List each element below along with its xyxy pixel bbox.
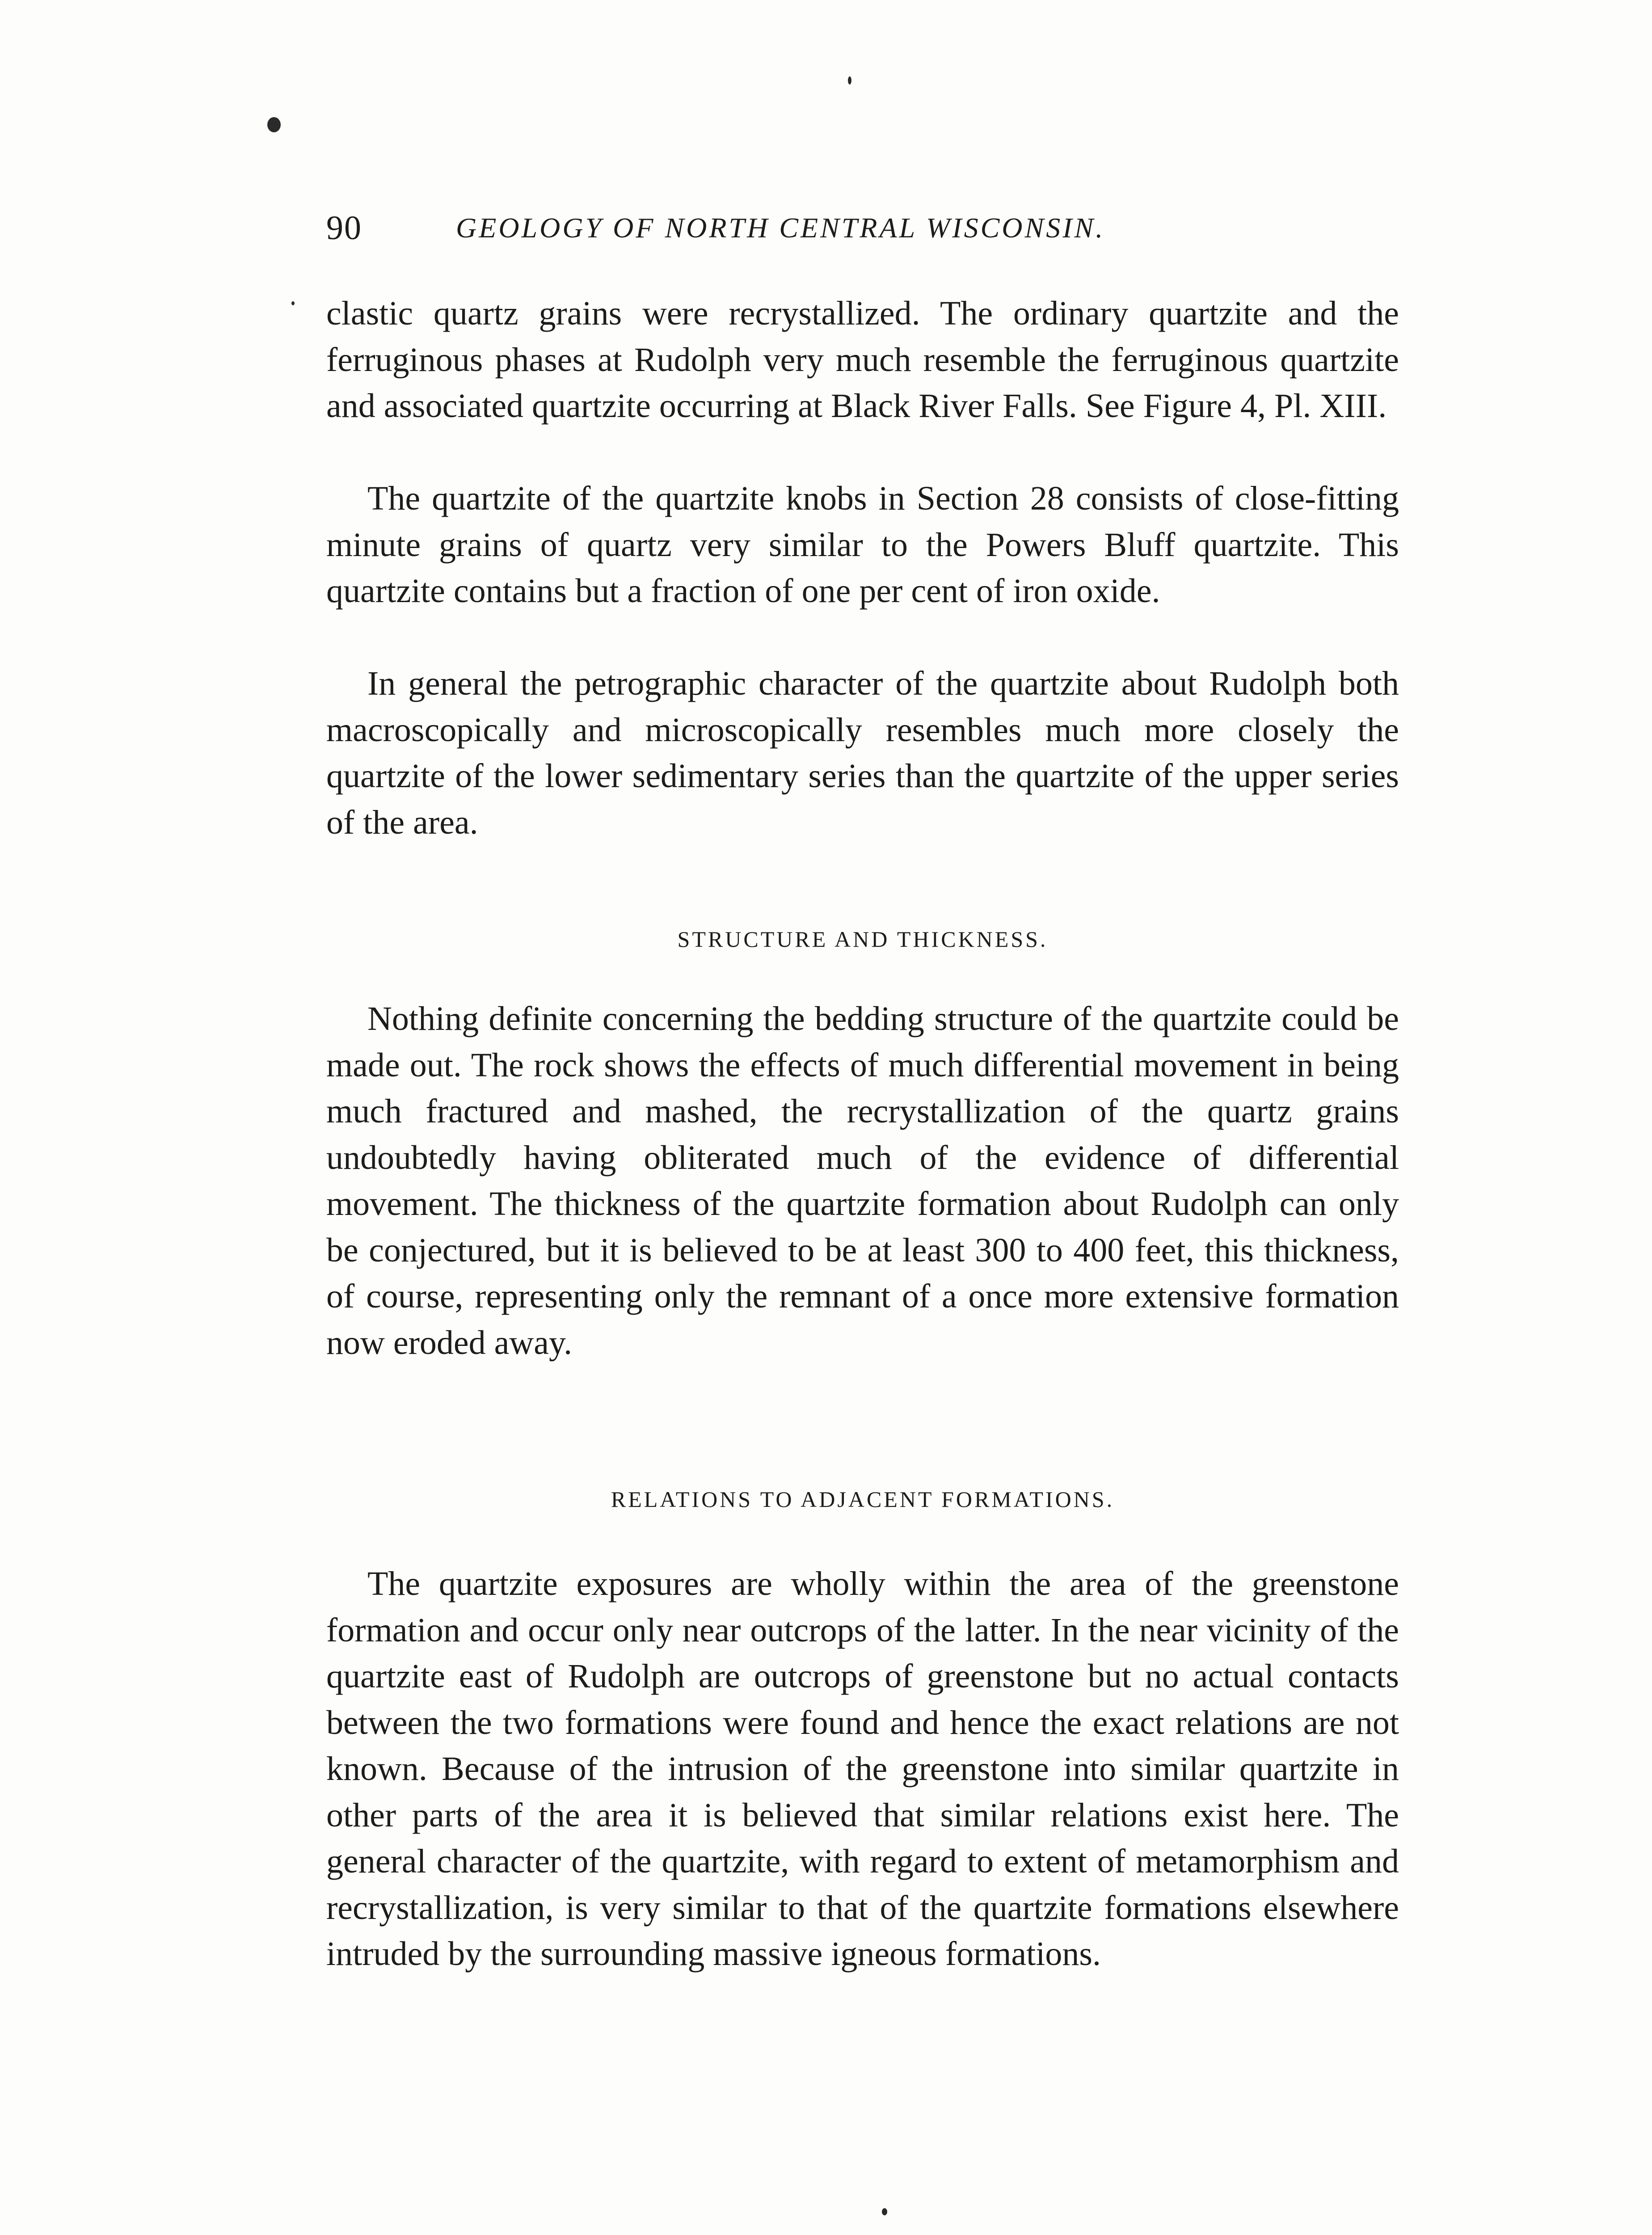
ink-speck — [848, 76, 851, 84]
continued-paragraph-block — [326, 291, 1399, 430]
structure-paragraph-block — [326, 996, 1399, 1366]
running-title: GEOLOGY OF NORTH CENTRAL WISCONSIN. — [456, 212, 1105, 244]
paragraph-structure-thickness: Nothing definite concerning the bedding structure of the quartzite could be made out. The rock shows the effects of much differential movement in being much fractured and mashed, the recrystallization of the quartz grains undoubtedly having obliterated much of the evidence of differential movement. The thickness of the quartzite formation about Rudolph can only be conjectured, but it is believed to be at least 300 to 400 feet, this thickness, of course, representing only the remnant of a once more extensive formation now eroded away. — [326, 1000, 1399, 1362]
heading-relations-to-adjacent-formations: RELATIONS TO ADJACENT FORMATIONS. — [611, 1487, 1115, 1512]
ink-speck — [291, 301, 295, 305]
paragraph-recrystallized-grains: clastic quartz grains were recrystallized. The ordinary quartzite and the ferruginous phases at Rudolph very much resemble the ferruginous quartzite and associated quartzite occurring at Black River Falls. See Figure 4, Pl. XIII. — [326, 295, 1399, 425]
ink-speck — [882, 2208, 887, 2215]
paragraph-petrographic-character: In general the petrographic character of the quartzite about Rudolph both macroscopically and microscopically resembles much more closely the quartzite of the lower sedimentary series than the quartzite of the upper series of the area. — [326, 665, 1399, 841]
petrographic-paragraph-block — [326, 661, 1399, 846]
page-header — [326, 203, 1399, 253]
relations-paragraph-block — [326, 1561, 1399, 1978]
heading-structure-and-thickness: STRUCTURE AND THICKNESS. — [677, 927, 1048, 952]
page-number: 90 — [326, 209, 362, 247]
knobs-paragraph-block — [326, 476, 1399, 615]
paragraph-relations: The quartzite exposures are wholly within the area of the greenstone formation and occur only near outcrops of the latter. In the near vicinity of the quartzite east of Rudolph are outcrops of greenstone but no actual contacts between the two formations were found and hence the exact relations are not known. Because of the intrusion of the greenstone into similar quartzite in other parts of the area it is believed that similar relations exist here. The general character of the quartzite, with regard to extent of metamorphism and recrystallization, is very similar to that of the quartzite formations elsewhere intruded by the surrounding massive igneous formations. — [326, 1565, 1399, 1973]
paragraph-quartzite-knobs: The quartzite of the quartzite knobs in Section 28 consists of close-fitting minute grains of quartz very similar to the Powers Bluff quartzite. This quartzite contains but a fraction of one per cent of iron oxide. — [326, 480, 1399, 610]
ink-speck — [267, 117, 281, 132]
